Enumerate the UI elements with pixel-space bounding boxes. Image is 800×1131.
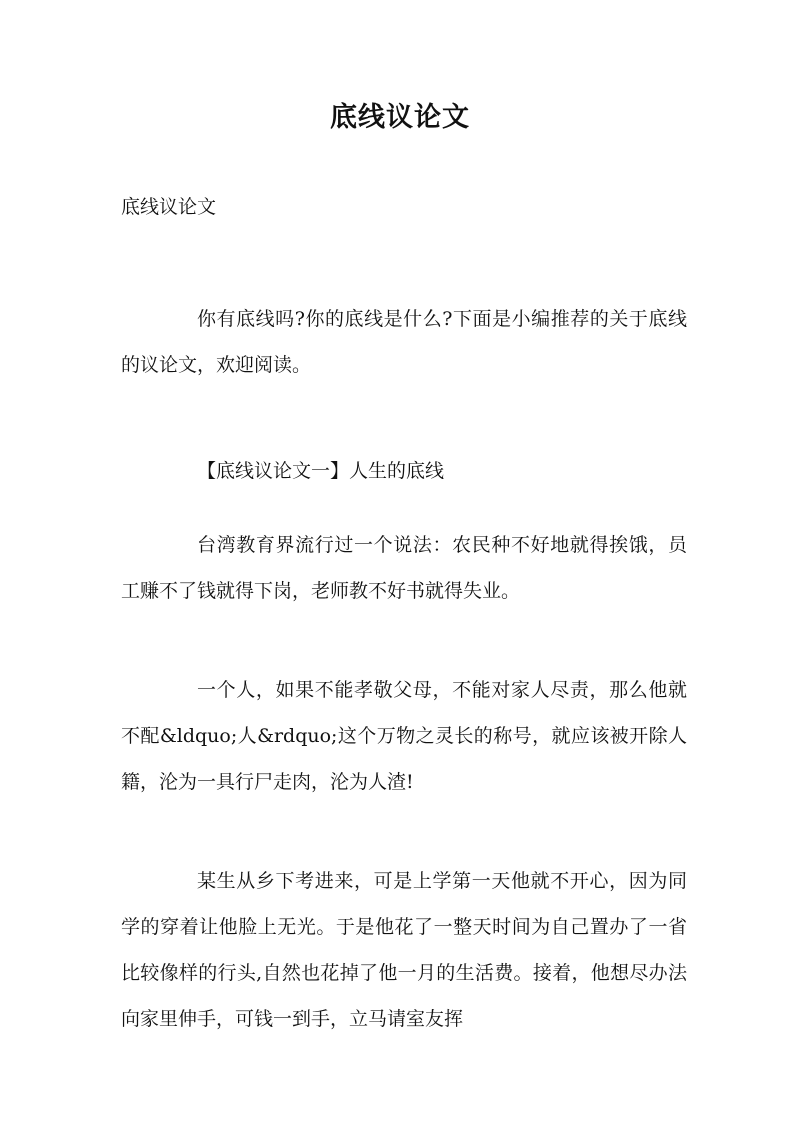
paragraph-filial-duty: 一个人，如果不能孝敬父母，不能对家人尽责，那么他就不配&ldquo;人&rdquo;这个万物之灵长的称号，就应该被开除人籍，沦为一具行尸走肉，沦为人渣! <box>121 679 687 793</box>
document-subtitle: 底线议论文 <box>121 196 217 218</box>
paragraph-taiwan-saying: 台湾教育界流行过一个说法：农民种不好地就得挨饿，员工赚不了钱就得下岗，老师教不好书就得失业。 <box>121 534 687 602</box>
section-heading: 【底线议论文一】人生的底线 <box>197 460 445 482</box>
document-title: 底线议论文 <box>330 102 470 133</box>
paragraph-intro: 你有底线吗?你的底线是什么?下面是小编推荐的关于底线的议论文，欢迎阅读。 <box>121 308 687 376</box>
paragraph-student-story: 某生从乡下考进来，可是上学第一天他就不开心，因为同学的穿着让他脸上无光。于是他花了一整天时间为自己置办了一省比较像样的行头,自然也花掉了他一月的生活费。接着，他想尽办法向家里伸手，可钱一到手，立马请室友挥 <box>121 870 687 1030</box>
